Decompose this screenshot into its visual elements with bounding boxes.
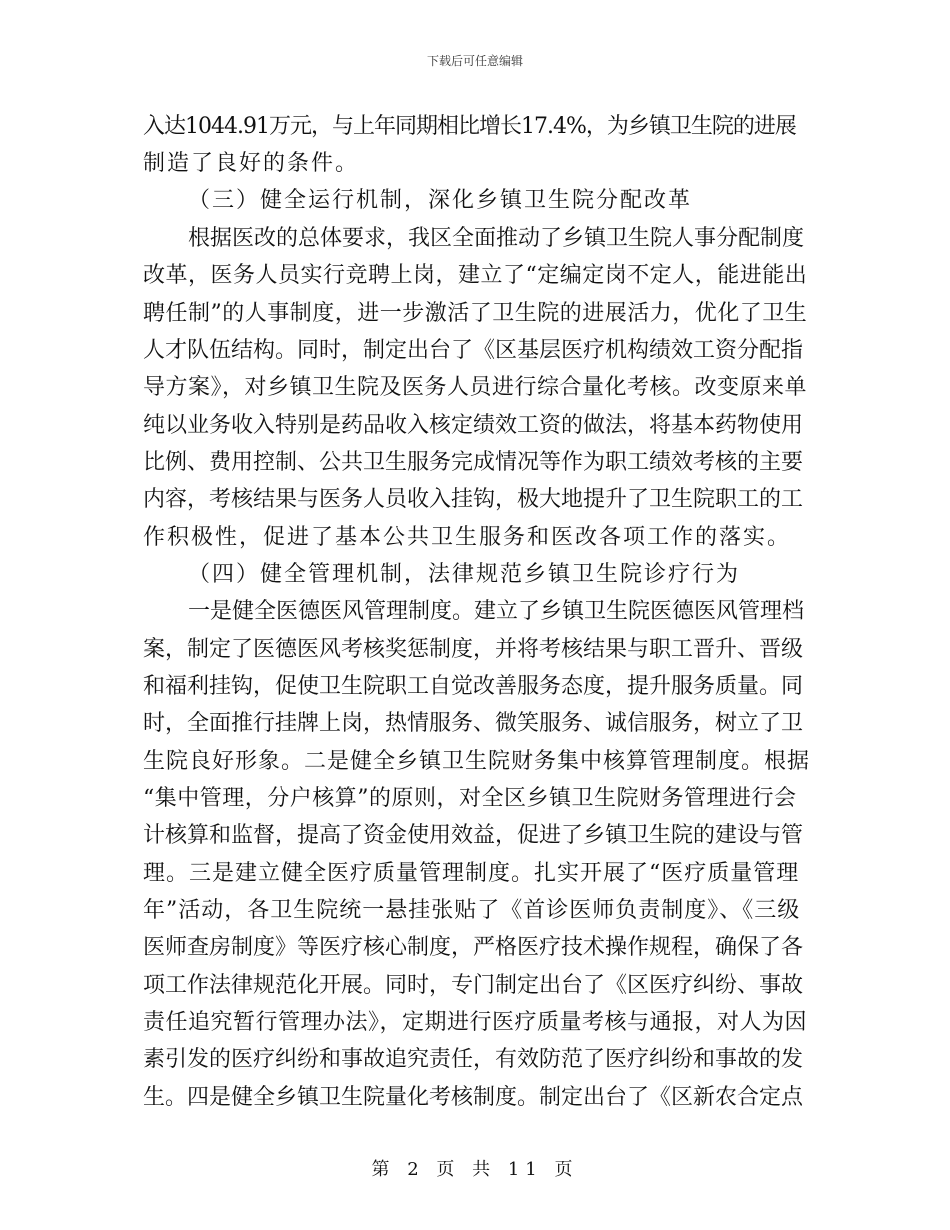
- body-line: 人才队伍结构。同时，制定出台了《区基层医疗机构绩效工资分配指: [143, 338, 804, 363]
- body-line: 作积极性，促进了基本公共卫生服务和医改各项工作的落实。: [143, 525, 792, 550]
- body-line: 聘任制”的人事制度，进一步激活了卫生院的进展活力，优化了卫生: [143, 301, 808, 326]
- body-line: 一是健全医德医风管理制度。建立了乡镇卫生院医德医风管理档: [188, 599, 805, 624]
- body-line: 内容，考核结果与医务人员收入挂钩，极大地提升了卫生院职工的工: [143, 487, 804, 512]
- body-line: 责任追究暂行管理办法》，定期进行医疗质量考核与通报，对人为因: [143, 1010, 808, 1035]
- section-heading: （三）健全运行机制，深化乡镇卫生院分配改革: [188, 188, 693, 213]
- body-line: “集中管理，分户核算”的原则，对全区乡镇卫生院财务管理进行会: [143, 786, 797, 811]
- body-line: 素引发的医疗纠纷和事故追究责任，有效防范了医疗纠纷和事故的发: [143, 1047, 804, 1072]
- body-line: 根据医改的总体要求，我区全面推动了乡镇卫生院人事分配制度: [188, 226, 805, 251]
- body-line: 和福利挂钩，促使卫生院职工自觉改善服务态度，提升服务质量。同: [143, 674, 804, 699]
- body-line: 导方案》，对乡镇卫生院及医务人员进行综合量化考核。改变原来单: [143, 375, 808, 400]
- body-line: 生。四是健全乡镇卫生院量化考核制度。制定出台了《区新农合定点: [143, 1085, 804, 1110]
- body-line: 改革，医务人员实行竞聘上岗，建立了“定编定岗不定人，能进能出: [143, 263, 808, 288]
- body-line: 年”活动，各卫生院统一悬挂张贴了《首诊医师负责制度》、《三级: [143, 898, 801, 923]
- body-line: 医师查房制度》等医疗核心制度，严格医疗技术操作规程，确保了各: [143, 935, 804, 960]
- body-line: 理。三是建立健全医疗质量管理制度。扎实开展了“医疗质量管理: [143, 861, 800, 886]
- body-line: 计核算和监督，提高了资金使用效益，促进了乡镇卫生院的建设与管: [143, 823, 804, 848]
- page-header: 下载后可任意编辑: [426, 54, 523, 68]
- body-line: 生院良好形象。二是健全乡镇卫生院财务集中核算管理制度。根据: [143, 749, 811, 774]
- page-footer: 第 2 页 共 11 页: [371, 1159, 579, 1180]
- body-line: 纯以业务收入特别是药品收入核定绩效工资的做法，将基本药物使用: [143, 413, 804, 438]
- body-line: 比例、费用控制、公共卫生服务完成情况等作为职工绩效考核的主要: [143, 450, 804, 475]
- body-line: 时，全面推行挂牌上岗，热情服务、微笑服务、诚信服务，树立了卫: [143, 711, 804, 736]
- body-line: 入达1044.91万元，与上年同期相比增长17.4%，为乡镇卫生院的进展: [143, 114, 796, 139]
- section-heading: （四）健全管理机制，法律规范乡镇卫生院诊疗行为: [188, 562, 741, 587]
- body-line: 项工作法律规范化开展。同时，专门制定出台了《区医疗纠纷、事故: [143, 973, 804, 998]
- body-line: 案，制定了医德医风考核奖惩制度，并将考核结果与职工晋升、晋级: [143, 637, 804, 662]
- body-line: 制造了良好的条件。: [143, 151, 360, 176]
